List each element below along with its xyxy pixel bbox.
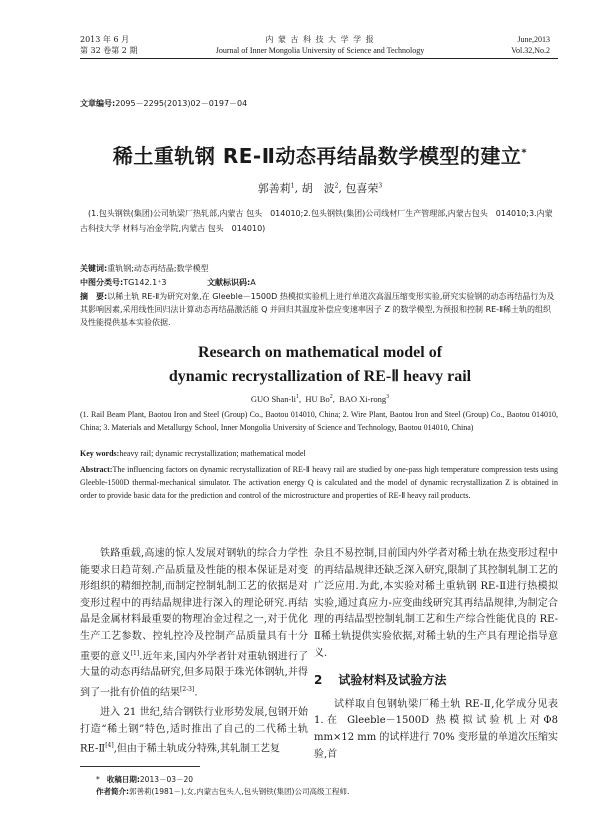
author-separator: , [338,182,342,195]
affiliations-cn: (1.包头钢铁(集团)公司轨梁厂热轧部,内蒙古 包头 014010;2.包头钢铁(集团)公司线材厂生产管理部,内蒙古包头 014010;3.内蒙古科技大学 材料与冶金学院,内蒙古 包头 014010) [80,209,553,233]
intro-paragraph-2 [80,705,308,758]
header-journal-en: Journal of Inner Mongolia University of Science and Technology [215,46,425,55]
abstract-cn-text: 以稀土轨 RE-Ⅱ为研究对象,在 Gleeble－1500D 热模拟实验机上进行单道次高温压缩变形实验,研究实验钢的动态再结晶行为及其影响因素,采用线性回归法计算动态再结晶激活能 Q 并回归其温度补偿应变速率因子 Z 的数学模型,为预报和控制 RE-Ⅱ稀土轨的组织及性能提供基本实验依据. [80,292,555,327]
header-volume-en: Vol.32,No.2 [511,46,550,55]
intro-paragraph-1 [80,546,308,702]
page-title-cn [60,140,580,169]
header-rule [80,58,558,59]
clc-label: 中图分类号: [80,278,124,287]
affiliations-en: (1. Rail Beam Plant, Baotou Iron and Steel (Group) Co., Baotou 014010, China; 2. Wire Plant, Baotou Iron and Steel (Group) Co., Baotou 014010, China; 3. Materials and Metallurgy School, Inner Mongolia University of Science and Technology, Baotou 014010, China) [80,410,558,432]
abstract-en-label: Abstract: [80,465,113,474]
author-en-2: HU Bo [305,394,330,404]
section-heading [314,672,558,689]
footnote-star: * [96,775,100,784]
classification-line [80,276,558,290]
body-column-right [314,546,558,763]
doc-code-label: 文献标识码: [207,278,251,287]
author-en-3-affil: 3 [386,394,390,401]
authors-cn [60,180,580,196]
author-en-3: BAO Xi-rong [339,394,387,404]
author-cn-2: 胡 波 [301,182,335,195]
author-cn-2-affil: 2 [334,182,339,190]
body-column-left [80,546,308,758]
header-journal-name [190,34,450,56]
article-number-label: 文章编号: [80,99,116,108]
abstract-en [80,463,558,502]
page-title-en-line1: Research on mathematical model of [197,344,443,361]
title-footnote-mark: * [521,147,528,159]
doc-code-value: A [250,278,256,287]
section-number: 2 [314,673,323,688]
header-issue-en [511,34,550,56]
keywords-cn-label: 关键词: [80,264,108,273]
author-cn-1-affil: 1 [290,182,295,190]
author-cn-3-affil: 3 [378,182,383,190]
author-cn-1: 郭善莉 [257,182,291,195]
citation-ref: [1] [130,649,140,657]
received-label: 收稿日期: [106,775,140,784]
header-issue-info [80,34,137,56]
article-number [80,98,247,109]
intro-p1-text-c: . [194,687,198,699]
footnote-received [96,774,574,785]
keywords-en-value: heavy rail; dynamic recrystallization; mathematical model [119,449,306,458]
intro-p1-text-a: 铁路重载,高速的惊人发展对钢轨的综合力学性能要求日趋苛刻.产品质量及性能的根本保证是对变形组织的精细控制,而制定控制轧制工艺的依据是对变形过程中的再结晶规律进行深入的理论研究.再结晶是金属材料最重要的物理冶金过程之一,对于优化生产工艺参数、控轧控冷及控制产品质量具有十分重要的意义 [80,548,308,662]
author-en-2-affil: 2 [329,394,333,401]
author-cn-3: 包喜荣 [345,182,379,195]
authors-en: GUO Shan-$li^1$, HU Bo$^2$, BAO Xi-rong$^3$ [250,394,390,404]
keywords-cn-value: 重轨钢;动态再结晶;数学模型 [107,264,209,273]
header-date-cn: 2013 年 6 月 [80,35,130,44]
citation-ref: [2-3] [180,686,195,694]
header-volume-cn: 第 32 卷第 2 期 [80,46,138,55]
citation-ref: [4] [105,742,114,750]
author-en-1: GUO Shan-li [250,394,297,404]
intro-p2-text-a: 进入 21 世纪,结合钢铁行业形势发展,包钢开始打造“稀土钢”特色,适时推出了自己的二代稀土轨 RE-Ⅱ [80,707,308,755]
methods-paragraph: 试样取自包钢轨梁厂稀土轨 RE-Ⅱ,化学成分见表 1.在 Gleeble－1500D 热模拟试验机上对Φ8 mm×12 mm 的试样进行 70% 变形量的单道次压缩实验,首 [314,698,558,760]
abstract-en-text: The influencing factors on dynamic recrystallization of RE-Ⅱ heavy rail are studied by one-pass high temperature compression tests using Gleeble-1500D thermal-mechanical simulator. The activation energy Q is calculated and the model of dynamic recrystallization Z is obtained in order to provide basic data for the prediction and control of the microstructure and properties of RE-Ⅱ heavy rail products. [80,465,558,500]
keywords-cn [80,262,558,276]
author-separator: , [294,182,299,195]
section-title: 试验材料及试验方法 [338,673,447,688]
header-date-en: June,2013 [517,35,550,44]
intro-p2-text-b: ,但由于稀土轨成分特殊,其轧制工艺复 [113,743,281,755]
intro-p1-text-b: .近年来,国内外学者针对重轨钢进行了大量的动态再结晶研究,但多局限于珠光体钢轨,并得到了一批有价值的结果 [80,650,309,699]
author-bio-label: 作者简介: [96,787,129,796]
author-en-1-affil: 1 [296,394,300,401]
received-value: 2013－03－20 [139,775,194,784]
header-journal-cn: 内 蒙 古 科 技 大 学 学 报 [265,35,375,44]
clc-value: TG142.1⁺3 [123,278,167,287]
footnote-author-bio [96,786,574,797]
keywords-en-label: Key words: [80,449,120,458]
abstract-cn-label: 摘 要: [80,292,108,301]
intro-paragraph-continued: 杂且不易控制,目前国内外学者对稀土轨在热变形过程中的再结晶规律还缺乏深入研究,限制了其控制轧制工艺的广泛应用.为此,本实验对稀土重轨钢 RE-Ⅱ进行热模拟实验,通过真应力-应变曲线研究其再结晶规律,为制定合理的再结晶型控制轧制工艺和生产综合性能优良的 RE-Ⅱ稀土轨提供实验依据,对稀土轨的生产具有理论指导意义. [314,548,558,659]
title-cn-text: 稀土重轨钢 RE-Ⅱ动态再结晶数学模型的建立 [112,144,522,168]
abstract-cn [80,290,558,329]
page-title-en-line2: dynamic recrystallization of RE-Ⅱ heavy rail [168,368,472,385]
footnote-rule [80,766,200,767]
author-bio-value: 郭善莉(1981－),女,内蒙古包头人,包头钢铁(集团)公司高级工程师. [129,787,350,796]
keywords-en [80,449,558,458]
article-number-value: 2095－2295(2013)02－0197－04 [115,99,248,108]
